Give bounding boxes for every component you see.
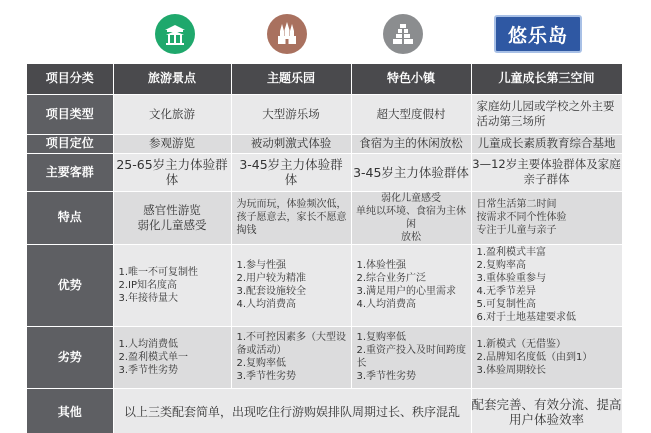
row-label-features: 特点 [27, 191, 113, 244]
row-label-disadvantages: 劣势 [27, 326, 113, 388]
header-category: 项目分类 [27, 64, 113, 94]
row-label-other: 其他 [27, 388, 113, 433]
table-row [27, 326, 622, 388]
castle-icon [267, 14, 307, 54]
cell-other-4: 配套完善、有效分流、提高 用户体验效率 [471, 388, 622, 433]
table-row [27, 134, 622, 153]
cell-disadvantages-2: 1.不可控因素多（大型设 备或活动） 2.复购率低 3.季节性劣势 [231, 326, 351, 388]
cell-customers-2: 3-45岁主力体验群 体 [231, 153, 351, 191]
cell-position-2: 被动刺激式体验 [231, 134, 351, 153]
cell-advantages-3: 1.体验性强 2.综合业务广泛 3.满足用户的心里需求 4.人均消费高 [351, 244, 471, 326]
cell-other-merged: 以上三类配套简单，出现吃住行游购娱排队周期过长、秩序混乱 [113, 388, 471, 433]
pagoda-icon [155, 14, 195, 54]
table-row [27, 94, 622, 134]
row-label-type: 项目类型 [27, 94, 113, 134]
header-town: 特色小镇 [351, 64, 471, 94]
cell-customers-4: 3—12岁主要体验群体及家庭 亲子群体 [471, 153, 622, 191]
row-label-position: 项目定位 [27, 134, 113, 153]
table-row [27, 244, 622, 326]
cell-customers-3: 3-45岁主力体验群体 [351, 153, 471, 191]
cell-position-1: 参观游览 [113, 134, 231, 153]
cell-type-3: 超大型度假村 [351, 94, 471, 134]
cell-position-4: 儿童成长素质教育综合基地 [471, 134, 622, 153]
pyramid-icon [383, 14, 423, 54]
row-label-advantages: 优势 [27, 244, 113, 326]
cell-disadvantages-3: 1.复购率低 2.重资产投入及时间跨度长 3.季节性劣势 [351, 326, 471, 388]
cell-features-4: 日常生活第二时间 按需求不同个性体验 专注于儿童与亲子 [471, 191, 622, 244]
header-scenic: 旅游景点 [113, 64, 231, 94]
table-row [27, 153, 622, 191]
cell-advantages-4: 1.盈利模式丰富 2.复购率高 3.重体验重参与 4.无季节差异 5.可复制性高 6.对于土地基建要求低 [471, 244, 622, 326]
cell-features-1: 感官性游览 弱化儿童感受 [113, 191, 231, 244]
cell-customers-1: 25-65岁主力体验群 体 [113, 153, 231, 191]
cell-disadvantages-1: 1.人均消费低 2.盈利模式单一 3.季节性劣势 [113, 326, 231, 388]
row-label-customers: 主要客群 [27, 153, 113, 191]
table-row [27, 388, 622, 433]
comparison-table [27, 64, 623, 433]
cell-type-1: 文化旅游 [113, 94, 231, 134]
cell-position-3: 食宿为主的休闲放松 [351, 134, 471, 153]
cell-disadvantages-4: 1.新模式（无借鉴） 2.品牌知名度低（由到1） 3.体验周期较长 [471, 326, 622, 388]
cell-features-2: 为玩而玩，体验频次低， 孩子愿意去，家长不愿意 掏钱 [231, 191, 351, 244]
cell-type-4: 家庭幼儿园或学校之外主要 活动第三场所 [471, 94, 622, 134]
cell-advantages-2: 1.参与性强 2.用户较为精准 3.配套设施较全 4.人均消费高 [231, 244, 351, 326]
cell-type-2: 大型游乐场 [231, 94, 351, 134]
icon-bar [0, 0, 651, 62]
table-row [27, 191, 622, 244]
header-theme-park: 主题乐园 [231, 64, 351, 94]
cell-features-3: 弱化儿童感受 单纯以环境、食宿为主休闲 放松 [351, 191, 471, 244]
header-row [27, 64, 622, 94]
header-third-space: 儿童成长第三空间 [471, 64, 622, 94]
brand-logo: 悠乐岛 [494, 15, 582, 53]
cell-advantages-1: 1.唯一不可复制性 2.IP知名度高 3.年接待量大 [113, 244, 231, 326]
